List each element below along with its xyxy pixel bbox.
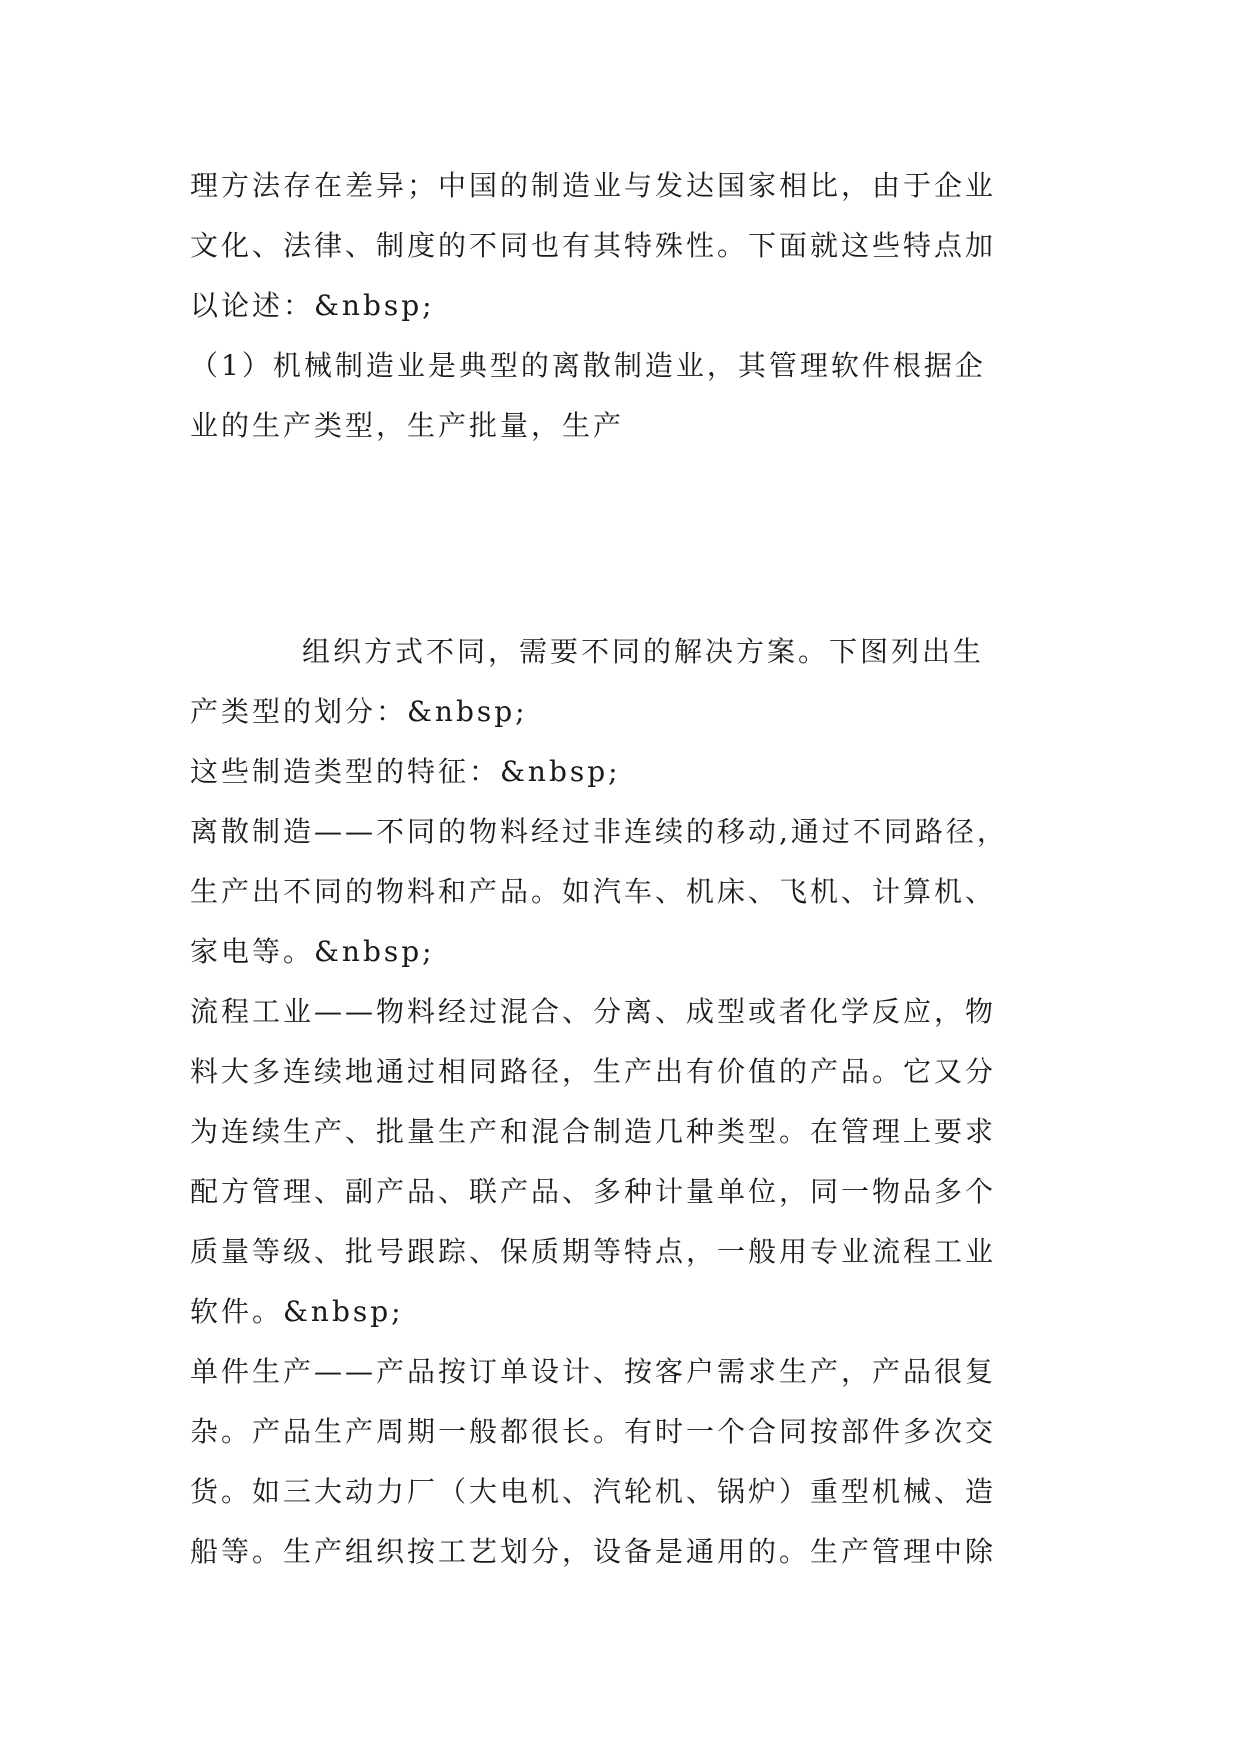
text-line: 料大多连续地通过相同路径，生产出有价值的产品。它又分 (190, 1055, 997, 1088)
text-line: 业的生产类型，生产批量，生产 (190, 409, 625, 442)
text-line: 船等。生产组织按工艺划分，设备是通用的。生产管理中除 (190, 1535, 997, 1568)
text-line: 软件。&nbsp; (190, 1295, 404, 1328)
text-line: 生产出不同的物料和产品。如汽车、机床、飞机、计算机、 (190, 875, 997, 908)
text-line: 货。如三大动力厂（大电机、汽轮机、锅炉）重型机械、造 (190, 1475, 997, 1508)
text-line: 质量等级、批号跟踪、保质期等特点，一般用专业流程工业 (190, 1235, 997, 1268)
text-line: 这些制造类型的特征：&nbsp; (190, 755, 621, 788)
text-line: 离散制造——不同的物料经过非连续的移动,通过不同路径， (190, 815, 1008, 848)
text-line: 杂。产品生产周期一般都很长。有时一个合同按部件多次交 (190, 1415, 997, 1448)
text-line: 配方管理、副产品、联产品、多种计量单位，同一物品多个 (190, 1175, 997, 1208)
text-line: 理方法存在差异；中国的制造业与发达国家相比，由于企业 (190, 169, 997, 202)
text-line: 流程工业——物料经过混合、分离、成型或者化学反应，物 (190, 995, 997, 1028)
text-line: 为连续生产、批量生产和混合制造几种类型。在管理上要求 (190, 1115, 997, 1148)
text-line: 组织方式不同，需要不同的解决方案。下图列出生 (302, 635, 985, 668)
paragraph-block-top (190, 156, 1070, 456)
text-line: 家电等。&nbsp; (190, 935, 435, 968)
text-line: 文化、法律、制度的不同也有其特殊性。下面就这些特点加 (190, 229, 997, 262)
text-line: 单件生产——产品按订单设计、按客户需求生产，产品很复 (190, 1355, 997, 1388)
paragraph-block-main (190, 622, 1070, 1582)
text-line: 产类型的划分：&nbsp; (190, 695, 528, 728)
text-line: 以论述：&nbsp; (190, 289, 435, 322)
text-line: （1）机械制造业是典型的离散制造业，其管理软件根据企 (190, 349, 986, 382)
